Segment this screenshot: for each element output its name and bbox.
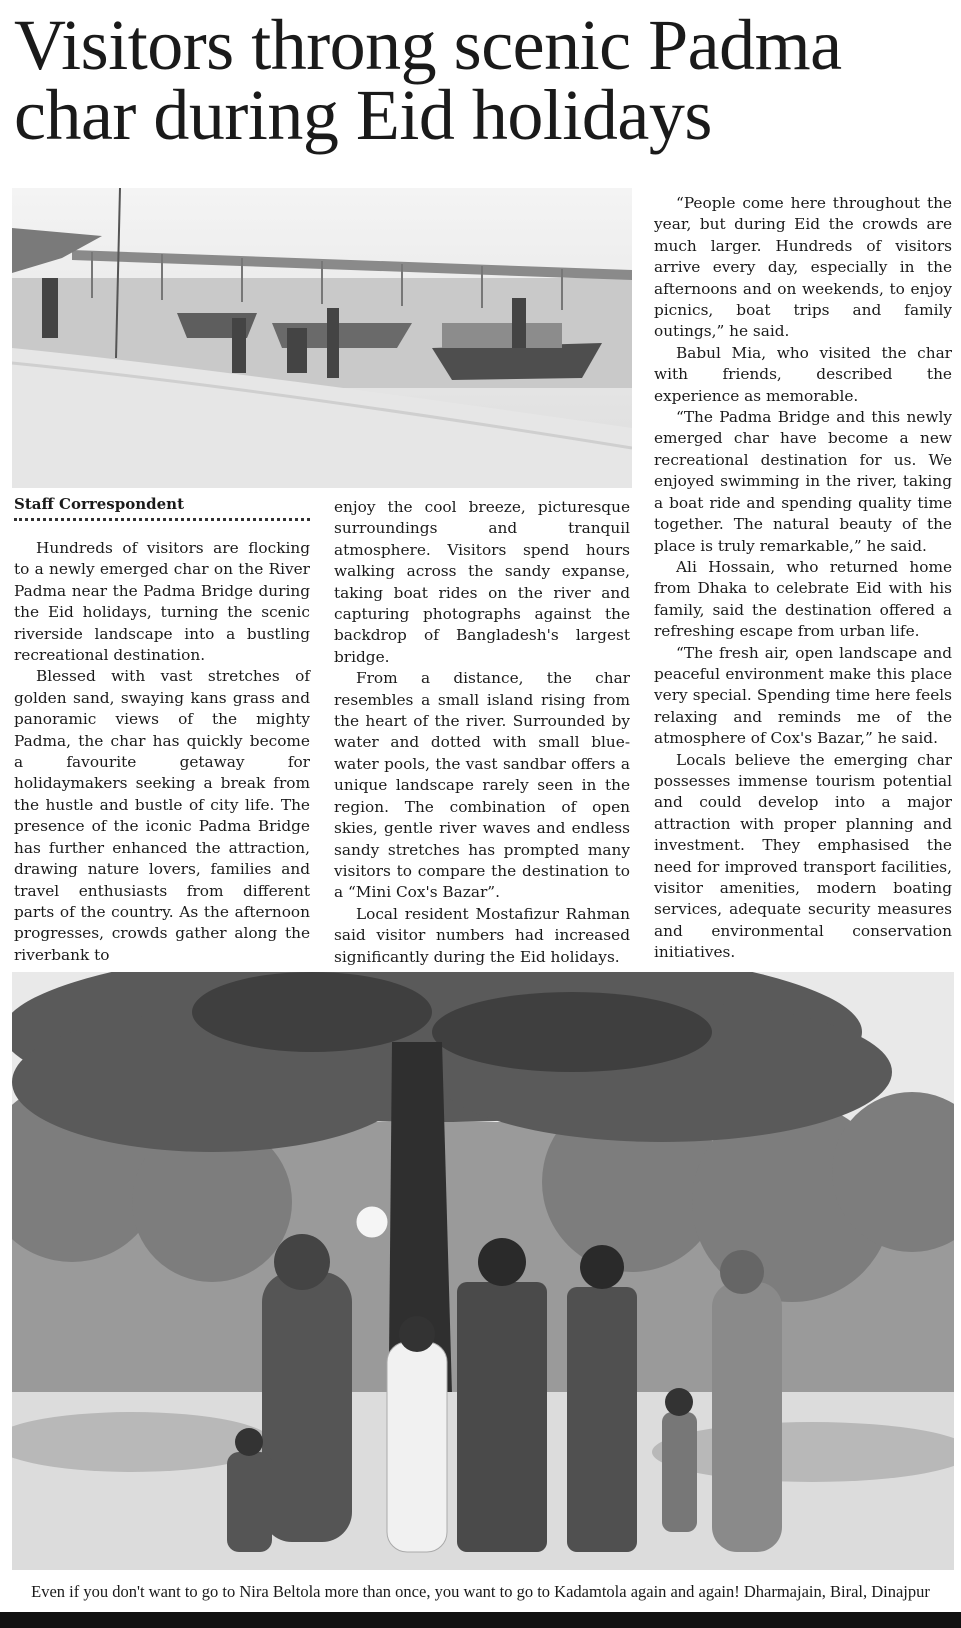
page-bottom-rule (0, 1612, 961, 1628)
byline-divider (14, 518, 310, 521)
photo-caption: Even if you don't want to go to Nira Beltola more than once, you want to go to Kadamtola again and again! Dharmajain, Biral, Dinajpur (31, 1582, 930, 1601)
photo-icon (12, 188, 632, 488)
paragraph: “People come here throughout the year, but during Eid the crowds are much larger. Hundreds of visitors arrive every day, especially in the afternoons and on weekends, to enjoy picnics, boat trips and family outings,” he said. (654, 194, 952, 341)
paragraph: From a distance, the char resembles a small island rising from the heart of the river. Surrounded by water and dotted with small blue-water pools, the vast sandbar offers a unique landscape rarely seen in the region. The combination of open skies, gentle river waves and endless sandy stretches has prompted many visitors to compare the destination to a “Mini Cox's Bazar”. (334, 669, 630, 902)
river-bridge-photo (12, 188, 632, 488)
people-under-tree-photo (12, 972, 954, 1570)
photo-icon (12, 972, 954, 1570)
paragraph: “The fresh air, open landscape and peaceful environment make this place very special. Spending time here feels relaxing and reminds me of the atmosphere of Cox's Bazar,” he said. (654, 643, 952, 748)
paragraph: Ali Hossain, who returned home from Dhaka to celebrate Eid with his family, said the destination offered a refreshing escape from urban life. (654, 557, 952, 641)
byline: Staff Correspondent (14, 495, 185, 513)
paragraph: Hundreds of visitors are flocking to a newly emerged char on the River Padma near the Padma Bridge during the Eid holidays, turning the scenic riverside landscape into a bustling recreational destination. (14, 539, 310, 665)
paragraph: “The Padma Bridge and this newly emerged char have become a new recreational destination for us. We enjoyed swimming in the river, taking a boat ride and spending quality time together. The natural beauty of the place is truly remarkable,” he said. (654, 408, 952, 555)
paragraph: Local resident Mostafizur Rahman said visitor numbers had increased significantly during the Eid holidays. (334, 904, 630, 966)
paragraph: Locals believe the emerging char possesses immense tourism potential and could develop into a major attraction with proper planning and investment. They emphasised the need for improved transport facilities, visitor amenities, modern boating services, adequate security measures and environmental conservation initiatives. (654, 750, 952, 962)
article-column-1 (14, 538, 310, 966)
article-column-3 (654, 193, 952, 964)
paragraph: Babul Mia, who visited the char with friends, described the experience as memorable. (654, 343, 952, 405)
paragraph: Blessed with vast stretches of golden sand, swaying kans grass and panoramic views of the mighty Padma, the char has quickly become a favourite getaway for holidaymakers seeking a break from the hustle and bustle of city life. The presence of the iconic Padma Bridge has further enhanced the attraction, drawing nature lovers, families and travel enthusiasts from different parts of the country. As the afternoon progresses, crowds gather along the riverbank to (14, 667, 310, 964)
headline: Visitors throng scenic Padma char during Eid holidays (14, 5, 842, 155)
paragraph: enjoy the cool breeze, picturesque surroundings and tranquil atmosphere. Visitors spend hours walking across the sandy expanse, taking boat rides on the river and capturing photographs against the backdrop of Bangladesh's largest bridge. (334, 498, 630, 666)
article-column-2 (334, 497, 630, 968)
